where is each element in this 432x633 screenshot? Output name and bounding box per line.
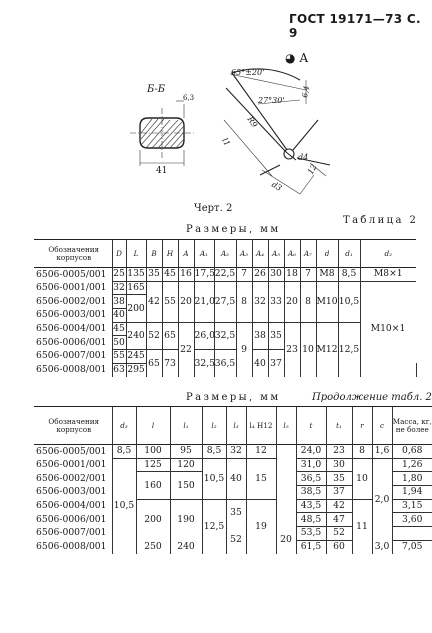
th-designation: Обозначения корпусов (48, 244, 100, 262)
cell: 95 (170, 445, 202, 459)
cell: M8 (316, 268, 338, 282)
cell: 38,5 (296, 486, 326, 500)
table2-cont-header-row (34, 407, 432, 445)
cell: 15 (246, 458, 276, 499)
th-A3: A₃ (236, 240, 252, 268)
cell: 40 (252, 350, 268, 377)
cell: 10 (300, 322, 316, 377)
cell-designation: 6506-0006/001 (36, 513, 107, 525)
cell: 35 (226, 499, 246, 526)
th-D: D (112, 240, 126, 268)
table2-label: Таблица 2 (343, 215, 419, 226)
cell: 3,15 (392, 499, 432, 513)
cell: 10,5 (202, 458, 226, 499)
cell-designation: 6506-0004/001 (36, 500, 107, 512)
cell: M12 (316, 322, 338, 377)
cell: 25 (113, 268, 125, 280)
cell: 30 (326, 458, 352, 472)
cell: 7 (300, 268, 316, 282)
cell: 45 (162, 268, 178, 282)
cell: 8 (300, 281, 316, 322)
cell-designation: 6506-0004/001 (36, 323, 107, 335)
cell (392, 527, 432, 541)
th-H: H (162, 240, 178, 268)
cell: 1,80 (392, 472, 432, 486)
table-row (34, 445, 432, 459)
cell: 23 (284, 322, 300, 377)
angle-27: 27°30' (258, 96, 285, 105)
cell: 3,60 (392, 513, 432, 527)
cell: 8 (352, 445, 372, 459)
section-label: Б-Б (147, 84, 166, 95)
th-B: B (146, 240, 162, 268)
dim-6-3: 6,3 (183, 94, 195, 102)
cell-designation: 6506-0007/001 (36, 527, 107, 539)
cell: M10 (316, 281, 338, 322)
th-r: r (352, 407, 372, 445)
cell: 43,5 (296, 499, 326, 513)
cell: 32 (252, 281, 268, 322)
cell: 150 (170, 472, 202, 499)
cell: 17,5 (194, 268, 215, 280)
cell: 8,5 (202, 445, 226, 459)
cell: 36,5 (214, 350, 236, 377)
cell: 18 (284, 268, 300, 282)
cell: 22 (178, 322, 194, 377)
section-hatching (141, 119, 184, 148)
cell: 36,5 (296, 472, 326, 486)
cell: 52 (146, 322, 162, 349)
th-t: t (296, 407, 326, 445)
cell: 1,94 (392, 486, 432, 500)
th-A2: A₂ (214, 240, 236, 268)
th-A: A (178, 240, 194, 268)
th-L: L (126, 240, 146, 268)
table-row (34, 322, 416, 336)
th-d1: d₁ (338, 240, 360, 268)
cell: 10,5 (112, 458, 136, 554)
dim-41: 41 (156, 166, 168, 176)
cell: 37 (326, 486, 352, 500)
table2-cont-title: Размеры, мм (186, 392, 281, 403)
cell: 20 (276, 527, 296, 554)
cell: 250 (136, 540, 170, 554)
cell-designation: 6506-0006/001 (36, 336, 107, 348)
cell: 33 (268, 281, 284, 322)
cell: 27,5 (214, 281, 236, 322)
cell: 31,0 (296, 458, 326, 472)
cell: 73 (162, 350, 178, 377)
cell: 48,5 (296, 513, 326, 527)
cell: 53,5 (296, 527, 326, 541)
th-c: c (372, 407, 392, 445)
cell-designation: 6506-0008/001 (36, 364, 107, 376)
cell: 22,5 (214, 268, 236, 280)
th-designation: Обозначения корпусов (48, 416, 100, 434)
th-A4: A₄ (252, 240, 268, 268)
cell: 55 (162, 281, 178, 322)
standard-header: ГОСТ 19171—73 С. 9 (289, 12, 421, 40)
cell: 165 (127, 282, 145, 294)
angle-65: 65°±20' (231, 68, 265, 77)
cell: 63 (113, 364, 125, 376)
cell-designation: 6506-0003/001 (36, 486, 107, 498)
cell: 42 (326, 499, 352, 513)
cell: 240 (126, 322, 146, 349)
th-d2: d₂ (360, 240, 416, 268)
table-row (34, 281, 416, 295)
th-t1: t₁ (326, 407, 352, 445)
table2-title: Размеры, мм (186, 224, 281, 235)
cell: 35 (146, 268, 162, 282)
cell (276, 445, 296, 527)
dim-l1: l1 (220, 136, 232, 148)
th-A1: A₁ (194, 240, 214, 268)
th-l: l (136, 407, 170, 445)
cell: 20 (284, 281, 300, 322)
cell: 35 (268, 322, 284, 349)
cell: 65 (146, 350, 162, 377)
table-row (34, 458, 432, 472)
cell: M10×1 (360, 281, 416, 377)
cell: 3,0 (372, 540, 392, 554)
cell-designation: 6506-0003/001 (36, 309, 107, 321)
cell: 135 (127, 268, 145, 280)
dim-6-4: 6,4 (300, 85, 312, 99)
cell: 60 (326, 540, 352, 554)
cell: 1,6 (372, 445, 392, 459)
th-l4: l₄ H12 (246, 407, 276, 445)
cell: 40 (113, 309, 125, 321)
cell: 50 (113, 336, 125, 348)
cell: 8 (236, 281, 252, 322)
table-2 (34, 239, 416, 377)
cell: M8×1 (360, 268, 416, 282)
cell: 32,5 (194, 350, 214, 377)
cell: 40 (226, 458, 246, 499)
cell: 24,0 (296, 445, 326, 459)
table2-cont-label: Продолжение табл. 2 (312, 392, 432, 403)
dim-12: 12 (305, 162, 319, 176)
cell: 32,5 (214, 322, 236, 349)
th-l5: l₅ (276, 407, 296, 445)
cell: 55 (113, 350, 125, 362)
cell-designation: 6506-0001/001 (36, 282, 107, 294)
cell: 21,0 (194, 281, 214, 322)
table-row (34, 268, 416, 282)
cell: 11 (352, 499, 372, 554)
view-a (226, 69, 330, 175)
cell: 12 (246, 445, 276, 459)
cell: 38 (252, 322, 268, 349)
cell-designation: 6506-0005/001 (36, 445, 107, 457)
view-a-label: ◕ А (285, 51, 309, 65)
cell: 8,5 (338, 268, 360, 282)
cell-designation: 6506-0002/001 (36, 472, 107, 484)
cell: 200 (136, 499, 170, 540)
cell-designation: 6506-0008/001 (36, 541, 107, 553)
cell: 7,05 (392, 540, 432, 554)
cell: 32 (113, 282, 125, 294)
technical-drawing (0, 0, 427, 215)
cell: 240 (170, 540, 202, 554)
cell: 245 (127, 350, 145, 362)
cell: 125 (136, 458, 170, 472)
cell: 65 (162, 322, 178, 349)
table-2-continued (34, 406, 432, 554)
cell: 61,5 (296, 540, 326, 554)
cell-designation: 6506-0007/001 (36, 350, 107, 362)
cell: 8,5 (112, 445, 136, 459)
cell: 12,5 (202, 499, 226, 554)
cell: 37 (268, 350, 284, 377)
cell: 12,5 (338, 322, 360, 377)
figure-caption: Черт. 2 (194, 203, 233, 214)
cell: 23 (326, 445, 352, 459)
cell: 295 (127, 364, 145, 376)
cell: 19 (246, 499, 276, 554)
th-l1: l₁ (170, 407, 202, 445)
th-l2: l₂ (202, 407, 226, 445)
cell: 2,0 (372, 458, 392, 540)
cell: 38 (113, 295, 125, 307)
cell: 120 (170, 458, 202, 472)
cell: 32 (226, 445, 246, 459)
cell: 200 (126, 295, 146, 322)
cell: 52 (226, 527, 246, 554)
th-d: d (316, 240, 338, 268)
th-l3: l₃ (226, 407, 246, 445)
th-mass: Масса, кг, не более (392, 407, 432, 445)
cell-designation: 6506-0005/001 (36, 268, 107, 280)
table2-header-row (34, 240, 416, 268)
cell: 47 (326, 513, 352, 527)
cell: 190 (170, 499, 202, 540)
cell: 30 (268, 268, 284, 282)
cell: 45 (113, 323, 125, 335)
th-A7: A₇ (300, 240, 316, 268)
dim-d3: d3 (270, 179, 284, 193)
cell: 52 (326, 527, 352, 541)
cell: 16 (178, 268, 194, 282)
cell: 100 (136, 445, 170, 459)
cell-designation: 6506-0002/001 (36, 295, 107, 307)
cell: 42 (146, 281, 162, 322)
dim-d4: d4 (298, 153, 309, 162)
cell: 1,26 (392, 458, 432, 472)
cell: 9 (236, 322, 252, 377)
cell: 26 (252, 268, 268, 282)
cell: 35 (326, 472, 352, 486)
cell: 7 (236, 268, 252, 282)
cell: 10,5 (338, 281, 360, 322)
cell: 10 (352, 458, 372, 499)
cell: 26,0 (194, 322, 214, 349)
dim-R9: R9 (245, 114, 260, 130)
th-d3: d₃ (112, 407, 136, 445)
th-A6: A₆ (284, 240, 300, 268)
th-A5: A₅ (268, 240, 284, 268)
cell: 160 (136, 472, 170, 499)
cell: 0,68 (392, 445, 432, 459)
cell-designation: 6506-0001/001 (36, 459, 107, 471)
cell: 20 (178, 281, 194, 322)
